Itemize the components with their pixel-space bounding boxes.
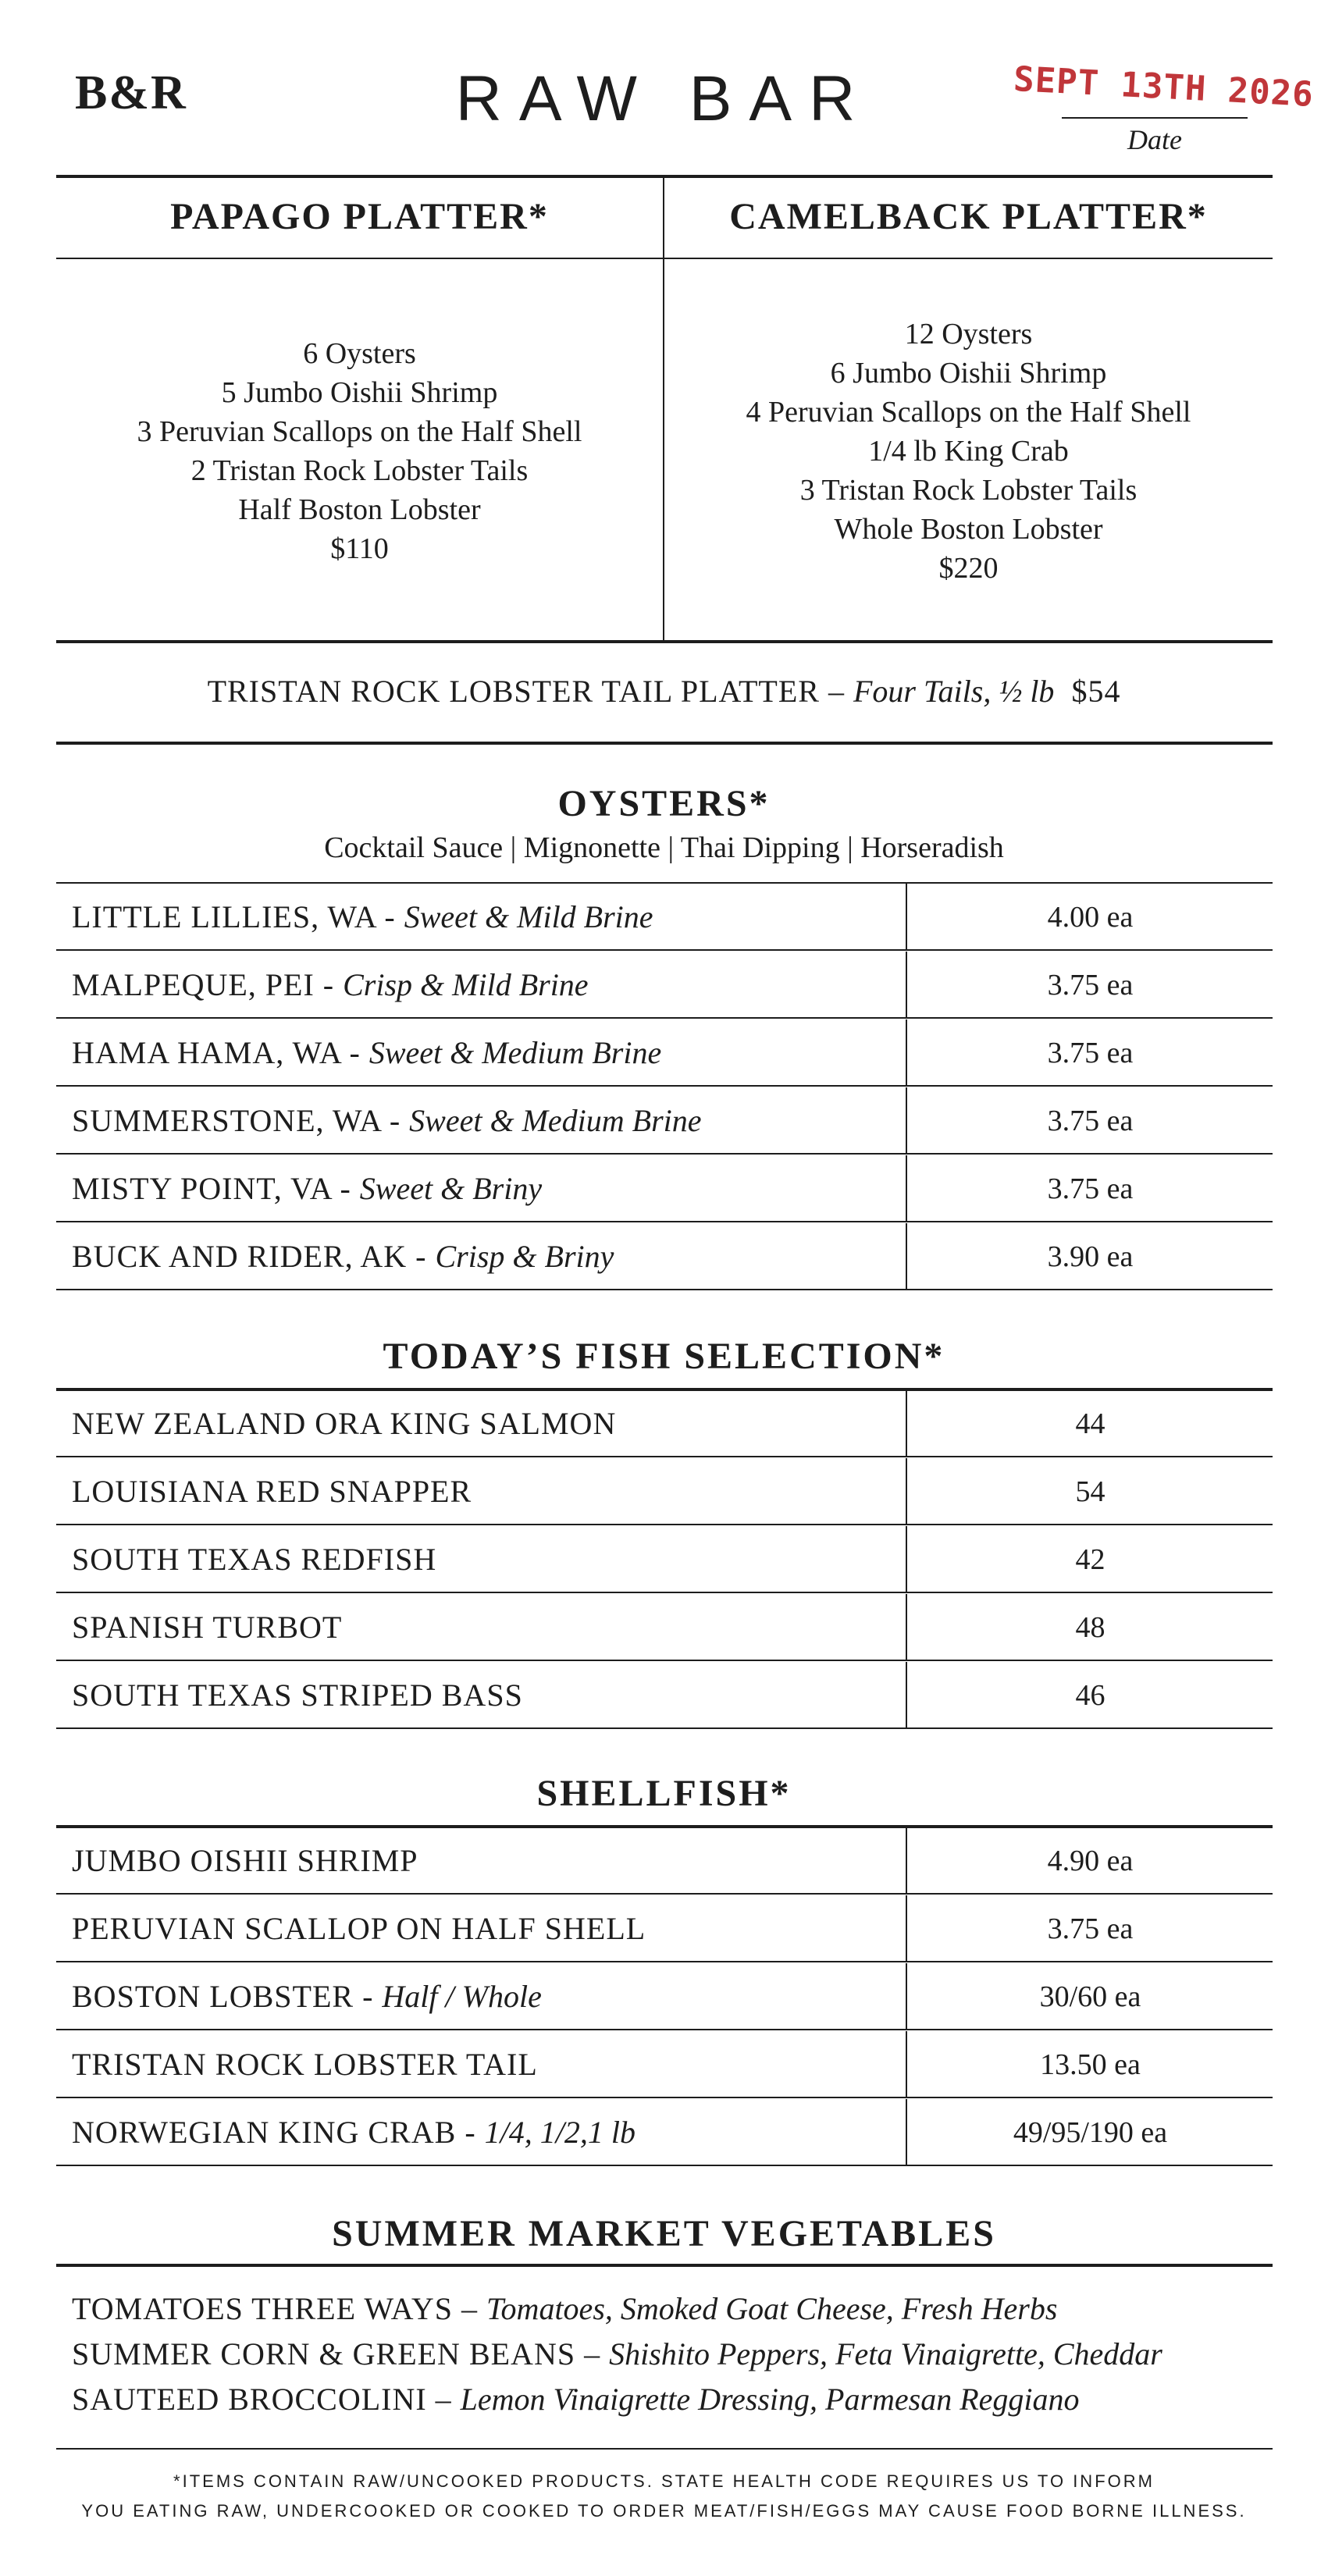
shellfish-name: NORWEGIAN KING CRAB xyxy=(72,2115,457,2150)
oyster-name: MALPEQUE, PEI xyxy=(72,967,315,1002)
column-divider xyxy=(906,2031,907,2098)
oyster-price: 3.75 ea xyxy=(1047,1172,1134,1205)
column-divider xyxy=(906,2099,907,2166)
table-row xyxy=(56,1526,1273,1593)
column-divider xyxy=(906,1458,907,1525)
fish-price: 46 xyxy=(1075,1679,1105,1712)
table-row xyxy=(56,1390,1273,1457)
oyster-price: 3.90 ea xyxy=(1047,1240,1134,1273)
fish-name: SOUTH TEXAS STRIPED BASS xyxy=(72,1678,523,1713)
shellfish-desc: Half / Whole xyxy=(382,1979,542,2014)
shellfish-price: 49/95/190 ea xyxy=(1013,2116,1168,2149)
shellfish-price: 4.90 ea xyxy=(1047,1845,1134,1877)
column-divider xyxy=(906,1019,907,1087)
table-row xyxy=(56,1594,1273,1661)
column-divider xyxy=(906,952,907,1019)
table-row xyxy=(56,1155,1273,1222)
row-rule xyxy=(56,949,1273,951)
fish-name: NEW ZEALAND ORA KING SALMON xyxy=(72,1406,617,1441)
platter-item: 2 Tristan Rock Lobster Tails xyxy=(190,454,529,487)
camelback-platter-title: CAMELBACK PLATTER* xyxy=(729,196,1208,237)
shellfish-name: BOSTON LOBSTER xyxy=(72,1979,354,2014)
fish-name: SPANISH TURBOT xyxy=(72,1610,343,1645)
row-rule xyxy=(56,1660,1273,1661)
divider-top xyxy=(56,175,1273,178)
oyster-name-cell: MALPEQUE, PEI - Crisp & Mild Brine xyxy=(72,967,589,1002)
oyster-sauces: Cocktail Sauce | Mignonette | Thai Dipping | Horseradish xyxy=(324,831,1004,864)
vegetables-heading: SUMMER MARKET VEGETABLES xyxy=(332,2213,996,2254)
vegetable-desc: Lemon Vinaigrette Dressing, Parmesan Reggiano xyxy=(460,2382,1080,2417)
vegetable-item: SUMMER CORN & GREEN BEANS – Shishito Peppers, Feta Vinaigrette, Cheddar xyxy=(72,2336,1162,2371)
oyster-desc: Sweet & Mild Brine xyxy=(404,899,653,934)
platter-item: 4 Peruvian Scallops on the Half Shell xyxy=(746,396,1191,429)
row-rule xyxy=(56,1524,1273,1525)
oyster-desc: Sweet & Medium Brine xyxy=(409,1103,702,1138)
oyster-desc: Crisp & Mild Brine xyxy=(343,967,589,1002)
column-divider xyxy=(906,1827,907,1895)
shellfish-desc: 1/4, 1/2,1 lb xyxy=(484,2115,636,2150)
tail-platter-price: $54 xyxy=(1071,674,1121,709)
table-row xyxy=(56,1223,1273,1290)
date-underline xyxy=(1062,117,1248,119)
vegetable-item: SAUTEED BROCCOLINI – Lemon Vinaigrette Dressing, Parmesan Reggiano xyxy=(72,2382,1080,2417)
papago-platter-title: PAPAGO PLATTER* xyxy=(170,196,549,237)
row-rule xyxy=(56,1592,1273,1593)
column-divider xyxy=(906,1390,907,1457)
oyster-name-cell: BUCK AND RIDER, AK - Crisp & Briny xyxy=(72,1239,614,1274)
shellfish-price: 13.50 ea xyxy=(1040,2048,1141,2081)
shellfish-price: 30/60 ea xyxy=(1039,1980,1141,2013)
oyster-price: 3.75 ea xyxy=(1047,1037,1134,1069)
shellfish-heading: SHELLFISH* xyxy=(536,1773,792,1814)
vegetable-item: TOMATOES THREE WAYS – Tomatoes, Smoked Goat Cheese, Fresh Herbs xyxy=(72,2291,1058,2326)
column-divider xyxy=(906,1155,907,1222)
platter-item: 6 Jumbo Oishii Shrimp xyxy=(830,357,1107,390)
oyster-price: 3.75 ea xyxy=(1047,969,1134,1002)
shellfish-name-cell: NORWEGIAN KING CRAB - 1/4, 1/2,1 lb xyxy=(72,2115,636,2150)
vegetable-name: SAUTEED BROCCOLINI xyxy=(72,2382,427,2417)
tail-platter-name: TRISTAN ROCK LOBSTER TAIL PLATTER xyxy=(207,674,820,709)
platter-item: Whole Boston Lobster xyxy=(834,513,1103,546)
table-row xyxy=(56,1963,1273,2030)
vegetable-desc: Shishito Peppers, Feta Vinaigrette, Cheddar xyxy=(609,2336,1162,2371)
fish-price: 54 xyxy=(1075,1475,1105,1508)
oyster-name: MISTY POINT, VA xyxy=(72,1171,332,1206)
divider-platter-header xyxy=(56,258,1273,259)
oyster-name: BUCK AND RIDER, AK xyxy=(72,1239,408,1274)
oyster-name-cell: LITTLE LILLIES, WA - Sweet & Mild Brine xyxy=(72,899,653,934)
oyster-name-cell: SUMMERSTONE, WA - Sweet & Medium Brine xyxy=(72,1103,702,1138)
shellfish-name: PERUVIAN SCALLOP ON HALF SHELL xyxy=(72,1911,646,1946)
footer-rule xyxy=(56,2448,1273,2450)
row-rule xyxy=(56,1289,1273,1290)
oyster-desc: Crisp & Briny xyxy=(435,1239,614,1274)
row-rule xyxy=(56,1153,1273,1155)
oyster-price: 4.00 ea xyxy=(1047,901,1134,934)
table-row xyxy=(56,1827,1273,1895)
column-divider xyxy=(906,884,907,951)
platter-price: $220 xyxy=(938,552,999,585)
vegetable-name: SUMMER CORN & GREEN BEANS xyxy=(72,2336,576,2371)
page-title: RAW BAR xyxy=(455,63,873,134)
shellfish-name: TRISTAN ROCK LOBSTER TAIL xyxy=(72,2047,538,2082)
row-rule xyxy=(56,2165,1273,2166)
shellfish-name: JUMBO OISHII SHRIMP xyxy=(72,1843,418,1878)
health-disclaimer-line-1: *ITEMS CONTAIN RAW/UNCOOKED PRODUCTS. STATE HEALTH CODE REQUIRES US TO INFORM xyxy=(173,2471,1155,2491)
oyster-name-cell: HAMA HAMA, WA - Sweet & Medium Brine xyxy=(72,1035,662,1070)
papago-platter-items xyxy=(56,334,663,568)
platter-item: 1/4 lb King Crab xyxy=(868,435,1069,468)
divider-tail-platter xyxy=(56,742,1273,745)
row-rule xyxy=(56,1961,1273,1962)
table-row xyxy=(56,952,1273,1019)
date-stamp: SEPT 13TH 2026 xyxy=(1012,59,1315,116)
column-divider xyxy=(906,1895,907,1962)
camelback-platter-items xyxy=(664,315,1273,588)
platter-item: 6 Oysters xyxy=(303,337,416,370)
vegetables-rule xyxy=(56,2264,1273,2267)
health-disclaimer-line-2: YOU EATING RAW, UNDERCOOKED OR COOKED TO ORDER MEAT/FISH/EGGS MAY CAUSE FOOD BORNE ILLNESS. xyxy=(81,2501,1247,2521)
oyster-name-cell: MISTY POINT, VA - Sweet & Briny xyxy=(72,1171,543,1206)
vegetable-desc: Tomatoes, Smoked Goat Cheese, Fresh Herbs xyxy=(486,2291,1058,2326)
divider-platter-bottom xyxy=(56,640,1273,643)
oyster-desc: Sweet & Briny xyxy=(359,1171,543,1206)
tail-platter-line xyxy=(0,673,1328,710)
row-rule xyxy=(56,2097,1273,2098)
table-row xyxy=(56,1458,1273,1525)
fish-price: 48 xyxy=(1075,1611,1105,1644)
oyster-name: HAMA HAMA, WA xyxy=(72,1035,341,1070)
tail-platter-sep: – xyxy=(819,674,853,709)
row-rule xyxy=(56,1017,1273,1019)
table-row xyxy=(56,1895,1273,1962)
platter-price: $110 xyxy=(330,532,389,565)
table-row xyxy=(56,1662,1273,1729)
platter-item: 5 Jumbo Oishii Shrimp xyxy=(221,376,498,409)
fish-heading: TODAY’S FISH SELECTION* xyxy=(383,1336,945,1377)
oysters-heading: OYSTERS* xyxy=(557,783,771,824)
platter-item: 3 Tristan Rock Lobster Tails xyxy=(799,474,1138,507)
row-rule xyxy=(56,1456,1273,1457)
platter-item: 3 Peruvian Scallops on the Half Shell xyxy=(137,415,582,448)
table-row xyxy=(56,2031,1273,2098)
column-divider xyxy=(906,1526,907,1593)
platter-item: Half Boston Lobster xyxy=(238,493,481,526)
fish-name: SOUTH TEXAS REDFISH xyxy=(72,1542,437,1577)
row-rule xyxy=(56,1893,1273,1895)
column-divider xyxy=(906,1594,907,1661)
oyster-name: SUMMERSTONE, WA xyxy=(72,1103,381,1138)
oyster-name: LITTLE LILLIES, WA xyxy=(72,899,376,934)
column-divider xyxy=(906,1087,907,1155)
row-rule xyxy=(56,2029,1273,2030)
table-row xyxy=(56,1087,1273,1155)
fish-price: 44 xyxy=(1075,1407,1105,1440)
oyster-desc: Sweet & Medium Brine xyxy=(368,1035,662,1070)
row-rule xyxy=(56,1221,1273,1222)
column-divider xyxy=(906,1223,907,1290)
fish-name: LOUISIANA RED SNAPPER xyxy=(72,1474,472,1509)
date-label: Date xyxy=(1127,124,1182,155)
fish-price: 42 xyxy=(1075,1543,1105,1576)
row-rule xyxy=(56,1085,1273,1087)
column-divider xyxy=(906,1662,907,1729)
shellfish-price: 3.75 ea xyxy=(1047,1912,1134,1945)
brand-logo: B&R xyxy=(75,66,187,119)
platter-item: 12 Oysters xyxy=(904,318,1033,350)
shellfish-name-cell: BOSTON LOBSTER - Half / Whole xyxy=(72,1979,542,2014)
vegetable-name: TOMATOES THREE WAYS xyxy=(72,2291,453,2326)
oyster-price: 3.75 ea xyxy=(1047,1105,1134,1137)
row-rule xyxy=(56,1727,1273,1729)
table-row xyxy=(56,2099,1273,2166)
table-row xyxy=(56,1019,1273,1087)
table-row xyxy=(56,884,1273,951)
column-divider xyxy=(906,1963,907,2030)
tail-platter-desc: Four Tails, ½ lb xyxy=(853,674,1055,709)
